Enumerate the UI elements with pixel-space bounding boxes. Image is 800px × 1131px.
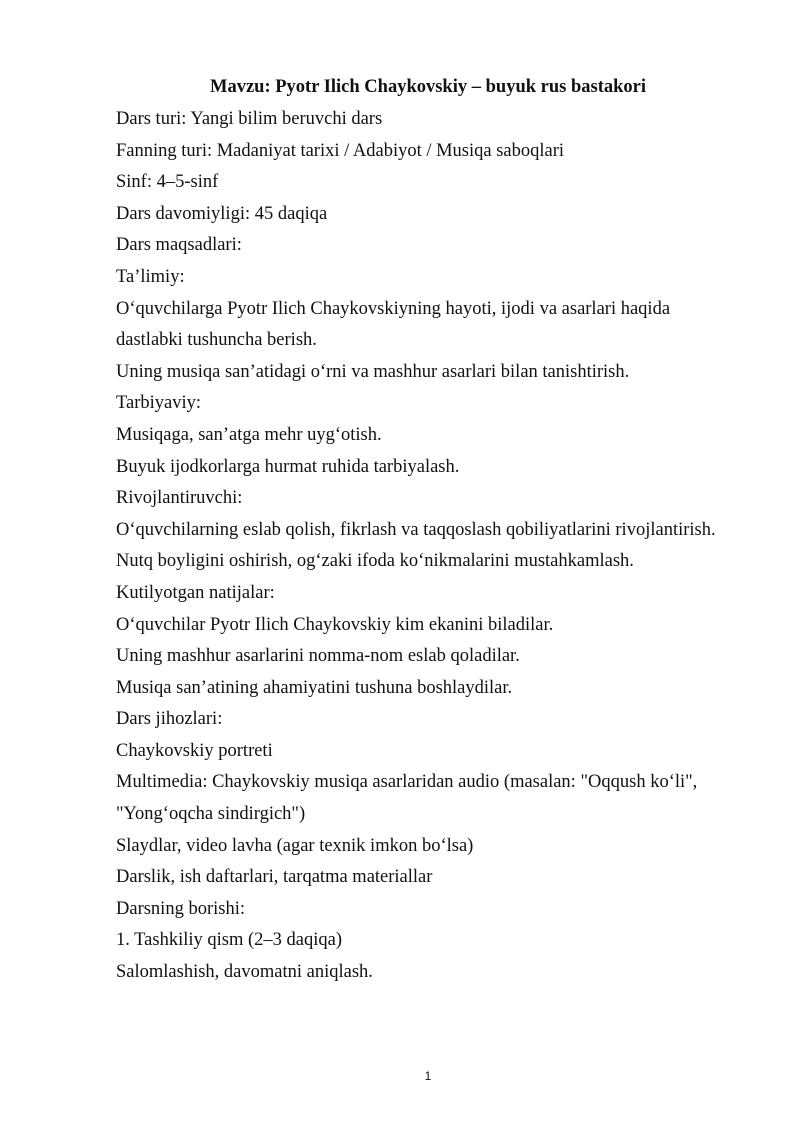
text-line: Nutq boyligini oshirish, og‘zaki ifoda ko‘nikmalarini mustahkamlash. bbox=[116, 551, 634, 572]
text-line: Sinf: 4–5-sinf bbox=[116, 172, 219, 193]
section-heading: Dars maqsadlari: bbox=[116, 235, 242, 256]
text-line: O‘quvchilar Pyotr Ilich Chaykovskiy kim ekanini biladilar. bbox=[116, 614, 554, 635]
text-line: Musiqa san’atining ahamiyatini tushuna boshlaydilar. bbox=[116, 677, 513, 698]
text-line: dastlabki tushuncha berish. bbox=[116, 330, 317, 351]
text-line: Dars turi: Yangi bilim beruvchi dars bbox=[116, 109, 383, 129]
text-line: Fanning turi: Madaniyat tarixi / Adabiyot / Musiqa saboqlari bbox=[116, 140, 565, 161]
text-line: O‘quvchilarga Pyotr Ilich Chaykovskiyning hayoti, ijodi va asarlari haqida bbox=[116, 298, 671, 319]
text-line: Dars davomiyligi: 45 daqiqa bbox=[116, 203, 328, 224]
section-heading: Dars jihozlari: bbox=[116, 709, 223, 730]
section-heading: Kutilyotgan natijalar: bbox=[116, 582, 275, 603]
text-line: Multimedia: Chaykovskiy musiqa asarlaridan audio (masalan: "Oqqush ko‘li", bbox=[116, 772, 698, 793]
text-line: Musiqaga, san’atga mehr uyg‘otish. bbox=[116, 424, 382, 445]
document-body bbox=[116, 106, 766, 991]
text-line: Uning mashhur asarlarini nomma-nom eslab qoladilar. bbox=[116, 646, 520, 667]
text-line: Buyuk ijodkorlarga hurmat ruhida tarbiyalash. bbox=[116, 456, 460, 477]
subsection-heading: Ta’limiy: bbox=[116, 266, 185, 287]
text-line: Chaykovskiy portreti bbox=[116, 740, 273, 761]
text-line: O‘quvchilarning eslab qolish, fikrlash va taqqoslash qobiliyatlarini rivojlantirish. bbox=[116, 519, 716, 540]
subsection-heading: Tarbiyaviy: bbox=[116, 393, 202, 414]
text-line: 1. Tashkiliy qism (2–3 daqiqa) bbox=[116, 930, 342, 951]
page-title: Mavzu: Pyotr Ilich Chaykovskiy – buyuk rus bastakori bbox=[209, 77, 647, 97]
text-line: Salomlashish, davomatni aniqlash. bbox=[116, 962, 373, 983]
section-heading: Darsning borishi: bbox=[116, 898, 245, 919]
text-line: Uning musiqa san’atidagi o‘rni va mashhur asarlari bilan tanishtirish. bbox=[116, 361, 630, 382]
subsection-heading: Rivojlantiruvchi: bbox=[116, 488, 243, 509]
text-line: Darslik, ish daftarlari, tarqatma materiallar bbox=[116, 867, 433, 888]
text-line: "Yong‘oqcha sindirgich") bbox=[116, 804, 306, 825]
page-number: 1 bbox=[424, 1069, 432, 1083]
text-line: Slaydlar, video lavha (agar texnik imkon bo‘lsa) bbox=[116, 835, 474, 856]
